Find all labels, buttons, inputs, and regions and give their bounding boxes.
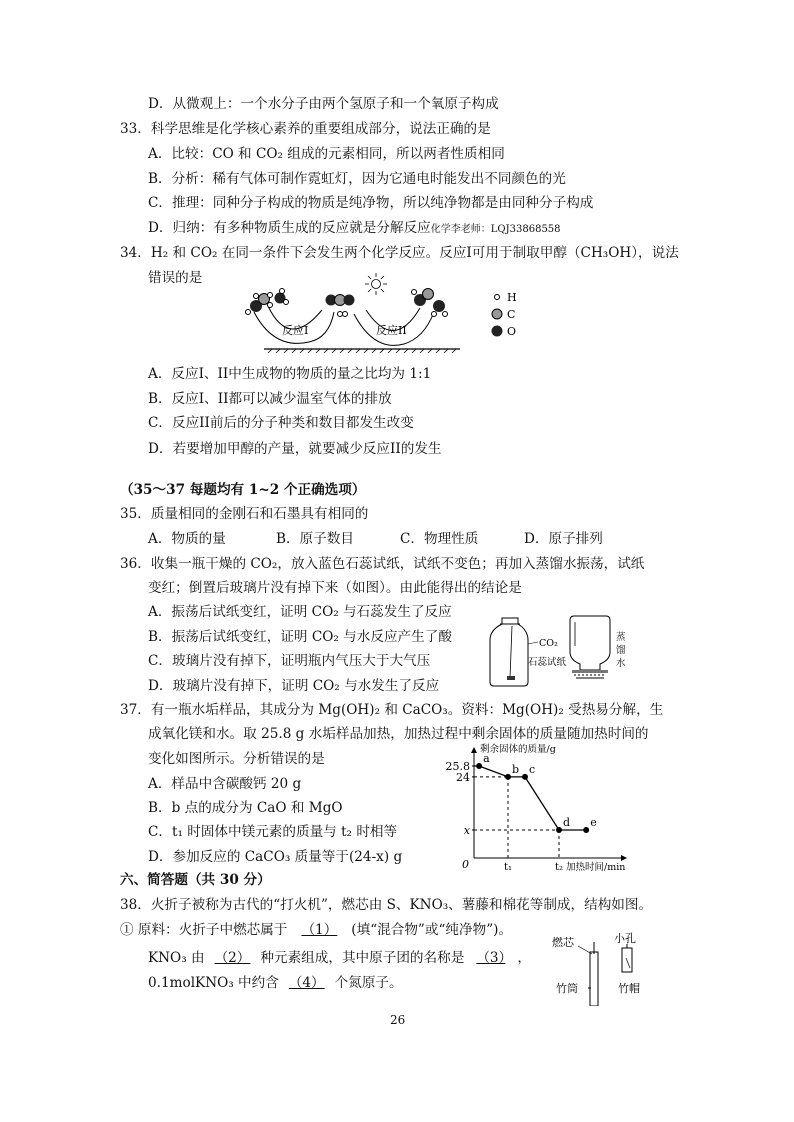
q34-option-c: C．反应II前后的分子种类和数目都发生改变 [148,415,414,431]
q37-stem-line3: 变化如图所示。分析错误的是 [148,751,325,767]
q34-option-a: A．反应I、II中生成物的物质的量之比均为 1:1 [148,366,432,382]
label-cap: 竹帽 [618,982,640,995]
q34-option-d: D．若要增加甲醇的产量，就要减少反应II的发生 [148,441,442,457]
legend-o-dot [492,326,503,337]
q36-stem-line1: 36．收集一瓶干燥的 CO₂，放入蓝色石蕊试纸，试纸不变色；再加入蒸馏水振荡，试纸 [120,556,645,572]
section-6-title: 六、简答题（共 30 分） [120,872,271,888]
q33-option-a: A．比较：CO 和 CO₂ 组成的元素相同，所以两者性质相同 [148,146,505,162]
q33-option-b: B．分析：稀有气体可制作霓虹灯，因为它通电时能发出不同颜色的光 [148,171,566,187]
legend-o: O [507,325,517,338]
data-point-c [522,774,528,780]
q33-option-c: C．推理：同种分子构成的物质是纯净物，所以纯净物都是由同种分子构成 [148,195,594,211]
q36-option-d: D．玻璃片没有掉下，证明 CO₂ 与水发生了反应 [148,678,440,694]
q38-stem: 38．火折子被称为古代的“打火机”，燃芯由 S、KNO₃、薯藤和棉花等制成，结构如图。 [120,897,653,913]
molecule-water-2 [432,300,448,317]
x-tick-label: t₂ [554,862,564,873]
molecule-methanol [246,293,273,315]
point-label-d: d [563,816,571,829]
q37-stem-line2: 成氧化镁和水。取 25.8 g 水垢样品加热，加热过程中剩余固体的质量随加热时间的 [148,726,649,742]
label-core: 燃芯 [552,936,574,949]
point-label-e: e [590,816,597,829]
q38-part2-text: KNO₃ 由 [148,950,205,966]
section-note: （35～37 每题均有 1~2 个正确选项） [120,482,366,498]
q35-option-a: A．物质的量 [148,531,226,547]
blank-4: （4） [288,975,325,991]
q34-stem-line2: 错误的是 [148,270,203,286]
reaction-1-label: 反应I [282,324,309,337]
molecule-water-1 [275,289,289,305]
legend-c-dot [492,309,502,319]
q37-option-b: B．b 点的成分为 CaO 和 MgO [148,800,343,816]
q38-part2-end: ， [517,950,531,966]
x-tick-label: t₁ [503,862,513,873]
q36-option-a: A．振荡后试纸变红，证明 CO₂ 与石蕊发生了反应 [148,604,452,620]
x-axis-label: 加热时间/min [566,862,626,873]
q36-option-c: C．玻璃片没有掉下，证明瓶内气压大于大气压 [148,653,431,669]
origin-label: 0 [462,858,469,871]
point-label-a: a [483,752,490,765]
point-label-b: b [512,762,520,776]
q36-option-b: B．振荡后试纸变红，证明 CO₂ 与水反应产生了酸 [148,629,452,645]
fire-stick-diagram [550,928,660,1006]
q38-part1-text: ① 原料：火折子中燃芯属于 [120,922,288,938]
q37-option-c: C．t₁ 时固体中镁元素的质量与 t₂ 时相等 [148,824,398,840]
molecule-co [412,289,434,307]
mass-time-chart [430,740,630,874]
label-water-2: 馏 [616,645,626,656]
q38-part2 [148,948,531,968]
co2-bottle-diagram [488,612,636,688]
q35-option-c: C．物理性质 [400,531,479,547]
q32-option-d: D．从微观上：一个水分子由两个氢原子和一个氧原子构成 [148,96,499,112]
q34-stem-line1: 34．H₂ 和 CO₂ 在同一条件下会发生两个化学反应。反应I可用于制取甲醇（CH₃OH），说法 [120,245,679,261]
data-point-d [556,827,562,833]
q38-part1-tail: (填“混合物”或“纯净物”)。 [351,922,513,938]
blank-3: （3） [476,950,506,966]
q35-option-d: D．原子排列 [524,531,603,547]
q33-option-d-text: D．归纳：有多种物质生成的反应就是分解反应 [148,220,431,236]
label-co2: CO₂ [539,638,558,649]
q35-option-b: B．原子数目 [276,531,354,547]
q33-option-d [148,218,561,240]
point-label-c: c [529,762,536,776]
data-point-a [476,763,482,769]
data-point-e [583,827,589,833]
y-axis-label: 剩余固体的质量/g [480,744,556,755]
molecule-co2 [326,295,355,306]
data-point-b [505,774,511,780]
q37-option-a: A．样品中含碳酸钙 20 g [148,776,302,792]
reaction-2-label: 反应II [376,324,407,337]
blank-2: （2） [214,950,251,966]
q35-stem: 35．质量相同的金刚石和石墨具有相同的 [120,506,369,522]
watermark-note: 化学李老师：LQJ33868558 [430,224,561,235]
q38-part2-mid: 种元素组成，其中原子团的名称是 [260,950,465,966]
q34-option-b: B．反应I、II都可以减少温室气体的排放 [148,391,392,407]
legend-h-dot [495,295,500,300]
legend-h: H [507,291,517,304]
q38-part3 [148,973,403,993]
q33-stem: 33．科学思维是化学核心素养的重要组成部分，说法正确的是 [120,121,491,137]
q36-stem-line2: 变红；倒置后玻璃片没有掉下来（如图）。由此能得出的结论是 [148,580,522,596]
page-number: 26 [390,1013,406,1027]
molecule-h2 [338,312,348,317]
q38-part3-tail: 个氮原子。 [334,975,403,991]
y-tick-label: 25.8 [445,760,470,773]
label-litmus-paper: 石蕊试纸 [528,657,567,668]
q38-part1 [120,920,512,940]
q38-part3-text: 0.1molKNO₃ 中约含 [148,975,279,991]
y-tick-label: 24 [456,770,470,784]
label-water-3: 水 [616,658,626,669]
q37-stem-line1: 37．有一瓶水垢样品，其成分为 Mg(OH)₂ 和 CaCO₃。资料：Mg(OH)₂ 受热易分解，生 [120,702,664,718]
label-tube: 竹筒 [556,982,578,995]
legend-c: C [507,308,516,321]
blank-1: （1） [301,922,338,938]
y-tick-label: x [463,824,470,837]
label-water-1: 蒸 [616,632,626,643]
reaction-diagram [234,270,534,360]
sun-icon [365,273,387,295]
label-hole: 小孔 [614,932,636,945]
q37-option-d: D．参加反应的 CaCO₃ 质量等于(24-x) g [148,849,403,865]
